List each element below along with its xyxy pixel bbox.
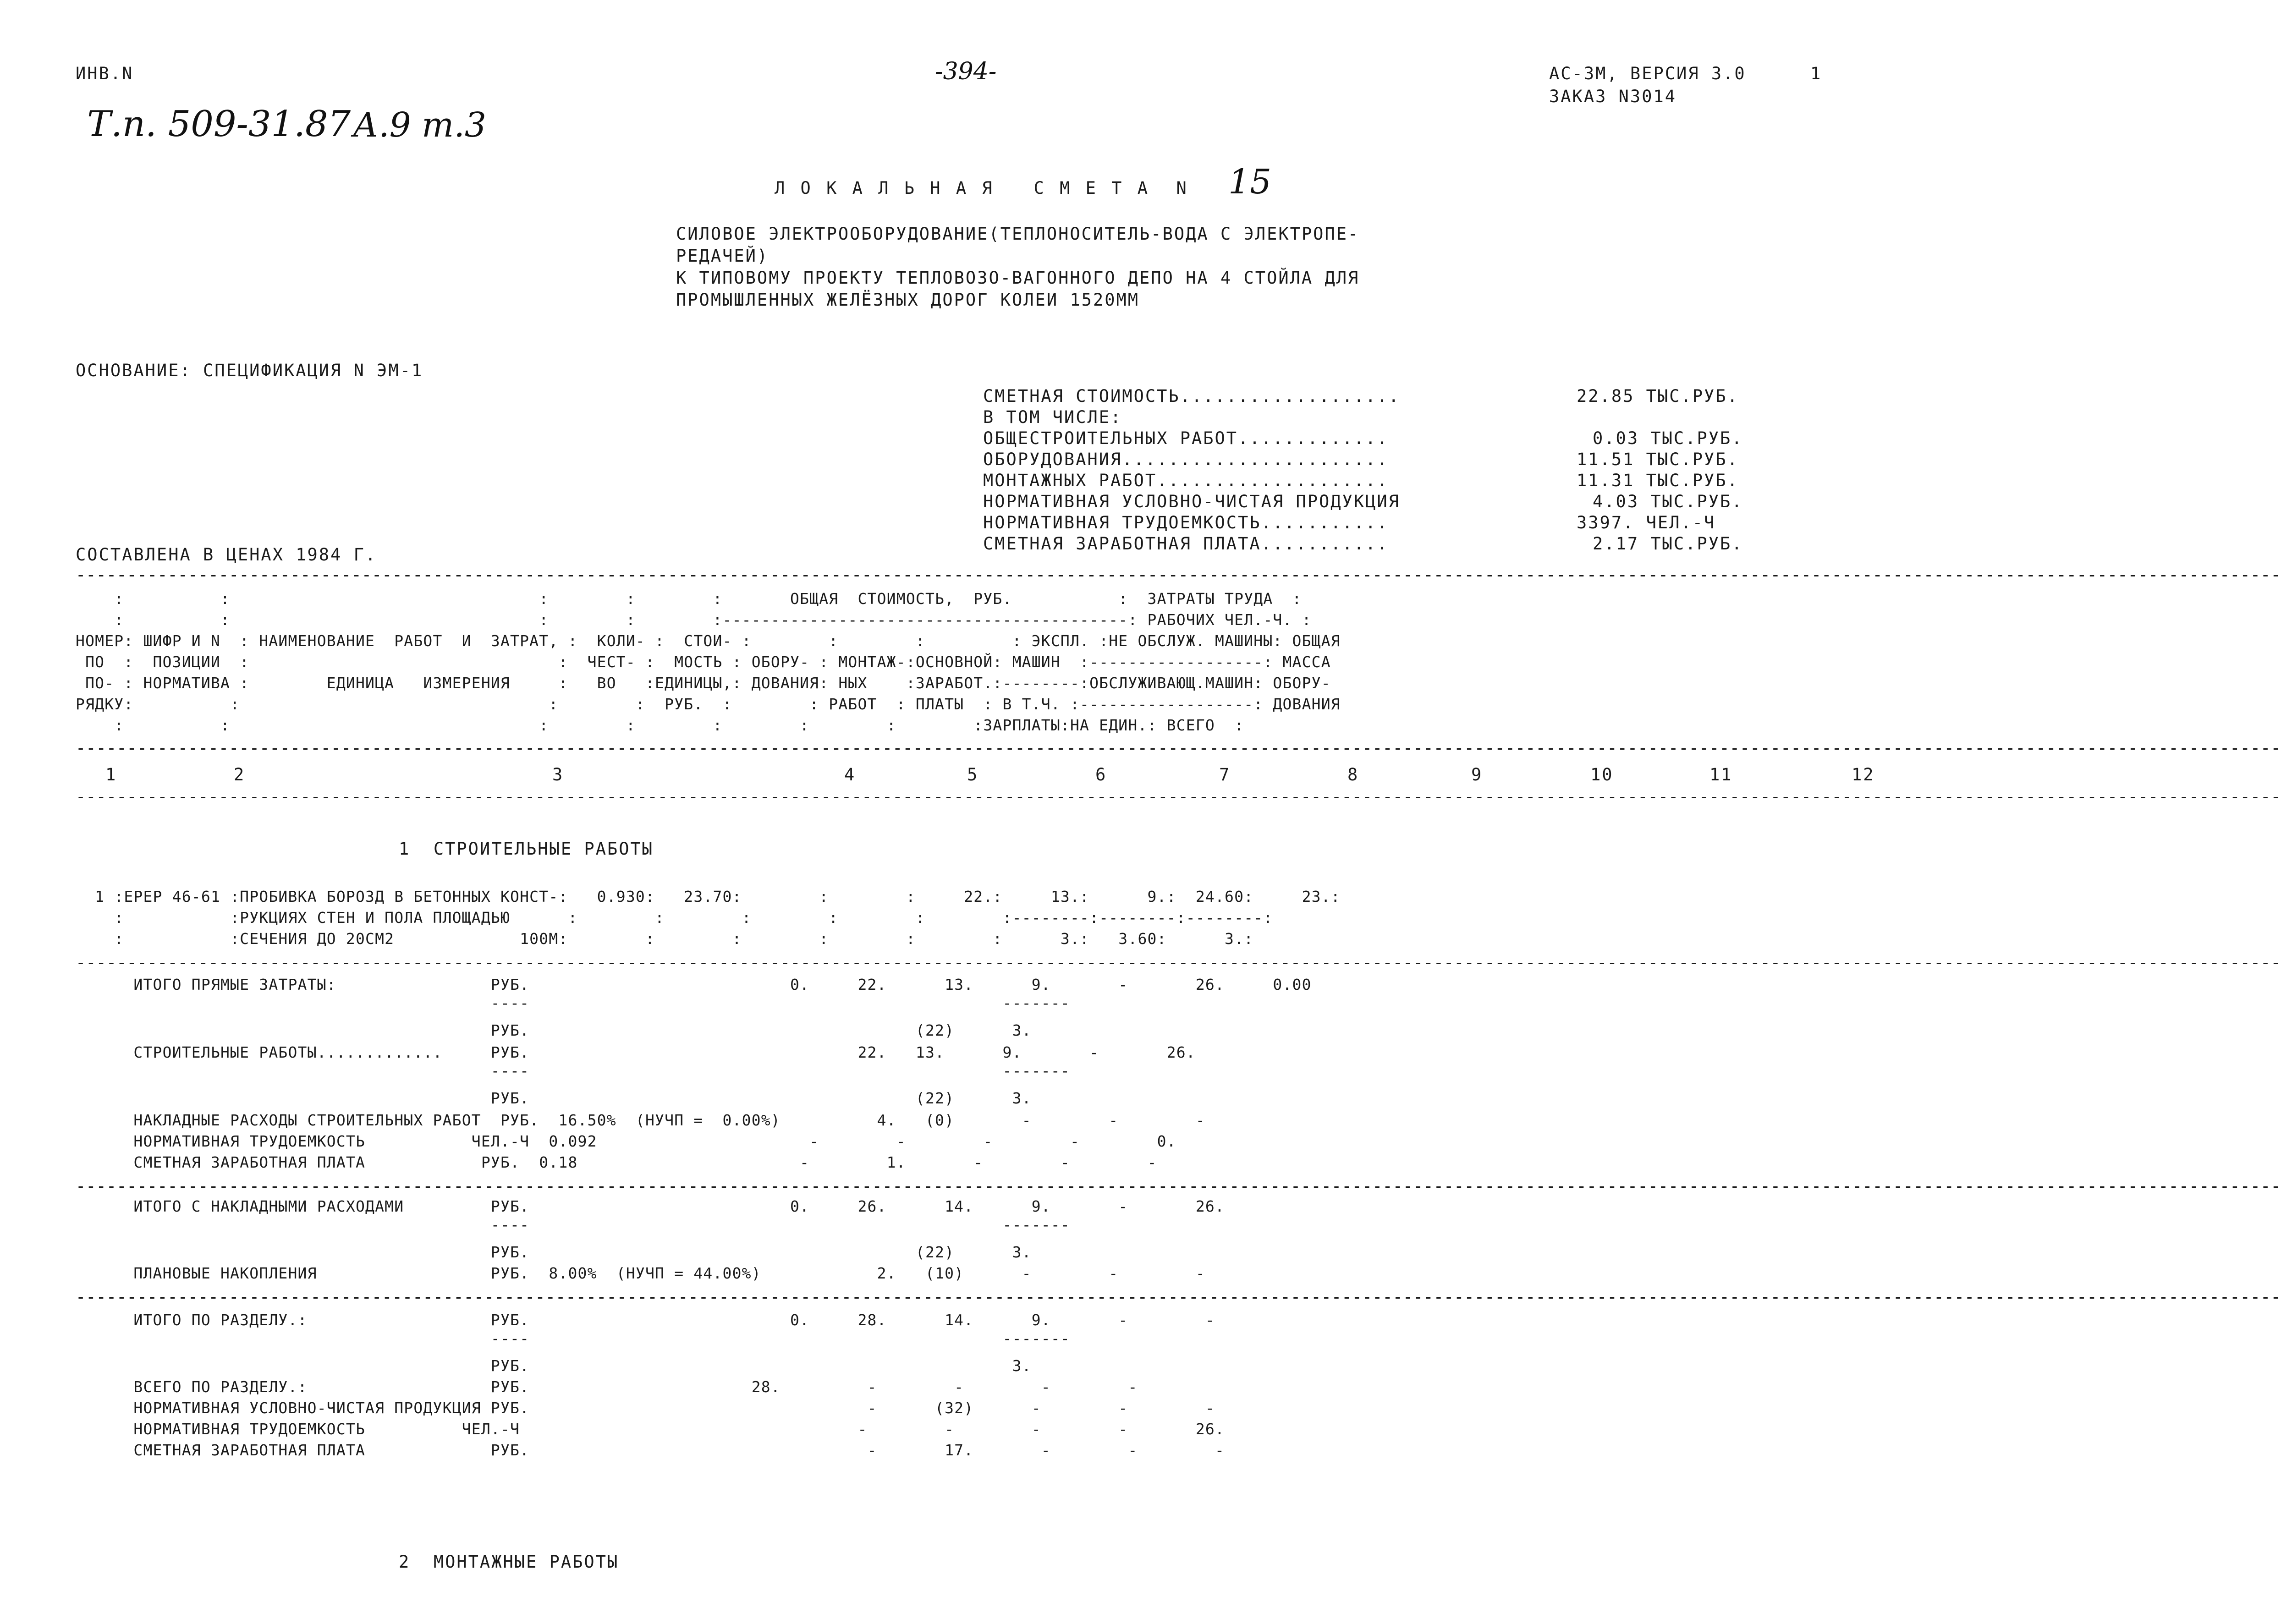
item-row-line-3: : :СЕЧЕНИЯ ДО 20СМ2 100М: : : : : : 3.: 3.60: 3.: (76, 930, 1254, 948)
col-number-5: 5 (967, 765, 979, 785)
col-number-6: 6 (1095, 765, 1107, 785)
col-number-7: 7 (1219, 765, 1231, 785)
body-line-construction: СТРОИТЕЛЬНЫЕ РАБОТЫ............. РУБ. 22. 13. 9. - 26. (76, 1043, 1196, 1061)
summary-value-3: 11.51 ТЫС.РУБ. (1577, 450, 1739, 469)
estimate-number: 15 (1228, 162, 1272, 202)
body-line-with-overhead: ИТОГО С НАКЛАДНЫМИ РАСХОДАМИ РУБ. 0. 26. 14. 9. - 26. (76, 1197, 1225, 1215)
body-line-sep-2: ---- ------- (76, 1062, 1070, 1080)
body-line-section-grand: ВСЕГО ПО РАЗДЕЛУ.: РУБ. 28. - - - - (76, 1378, 1138, 1396)
section-2-title: 2 МОНТАЖНЫЕ РАБОТЫ (399, 1552, 619, 1572)
summary-label-4: МОНТАЖНЫХ РАБОТ.................... (983, 471, 1389, 490)
body-line-wages: СМЕТНАЯ ЗАРАБОТНАЯ ПЛАТА РУБ. 0.18 - 1. - - - (76, 1153, 1157, 1171)
table-header-line-1: : : : : :------------------------------------------: РАБОЧИХ ЧЕЛ.-Ч. : (76, 611, 1312, 629)
body-line-net-product: НОРМАТИВНАЯ УСЛОВНО-ЧИСТАЯ ПРОДУКЦИЯ РУБ. - (32) - - - (76, 1399, 1215, 1417)
order-number: ЗАКАЗ N3014 (1549, 87, 1677, 106)
subtitle-line-3: К ТИПОВОМУ ПРОЕКТУ ТЕПЛОВОЗО-ВАГОННОГО ДЕПО НА 4 СТОЙЛА ДЛЯ (676, 268, 1360, 288)
body-line-overhead: НАКЛАДНЫЕ РАСХОДЫ СТРОИТЕЛЬНЫХ РАБОТ РУБ. 16.50% (НУЧП = 0.00%) 4. (0) - - - (76, 1111, 1205, 1129)
item-row-line-2: : :РУКЦИЯХ СТЕН И ПОЛА ПЛОЩАДЬЮ : : : : : :--------:--------:--------: (76, 909, 1273, 927)
table-header-line-0: : : : : : ОБЩАЯ СТОИМОСТЬ, РУБ. : ЗАТРАТЫ ТРУДА : (76, 590, 1302, 608)
col-number-1: 1 (105, 765, 117, 785)
body-line-sep-3: ---- ------- (76, 1216, 1070, 1234)
body-line-direct-costs: ИТОГО ПРЯМЫЕ ЗАТРАТЫ: РУБ. 0. 22. 13. 9. - 26. 0.00 (76, 976, 1312, 993)
table-top-rule: ------------------------------------------------------------------------------------------------------------------------------------------------------------------------------------------------------------------------ (76, 565, 2281, 585)
item-rule: ------------------------------------------------------------------------------------------------------------------------------------------------------------------------------------------------------------------------ (76, 953, 2281, 972)
table-header-line-4: ПО- : НОРМАТИВА : ЕДИНИЦА ИЗМЕРЕНИЯ : ВО :ЕДИНИЦЫ,: ДОВАНИЯ: НЫХ :ЗАРАБОТ.:--------:ОБСЛУЖИВАЮЩ.МАШИН: ОБОРУ- (76, 674, 1331, 692)
table-header-line-5: РЯДКУ: : : : РУБ. : : РАБОТ : ПЛАТЫ : В Т.Ч. :------------------: ДОВАНИЯ (76, 695, 1341, 713)
col-numbers-rule: ------------------------------------------------------------------------------------------------------------------------------------------------------------------------------------------------------------------------ (76, 787, 2281, 807)
summary-value-6: 3397. ЧЕЛ.-Ч (1577, 513, 1716, 532)
col-number-2: 2 (234, 765, 246, 785)
overhead-rule: ------------------------------------------------------------------------------------------------------------------------------------------------------------------------------------------------------------------------ (76, 1176, 2281, 1196)
subtitle-line-4: ПРОМЫШЛЕННЫХ ЖЕЛЁЗНЫХ ДОРОГ КОЛЕИ 1520ММ (676, 290, 1140, 310)
summary-label-0: СМЕТНАЯ СТОИМОСТЬ................... (983, 386, 1400, 406)
body-line-labor-2: НОРМАТИВНАЯ ТРУДОЕМКОСТЬ ЧЕЛ.-Ч - - - - 26. (76, 1420, 1225, 1438)
col-number-10: 10 (1590, 765, 1614, 785)
item-row-line-1: 1 :ЕРЕР 46-61 :ПРОБИВКА БОРОЗД В БЕТОННЫХ КОНСТ-: 0.930: 23.70: : : 22.: 13.: 9.: 24.60: 23.: (76, 888, 1341, 905)
header-rule: ------------------------------------------------------------------------------------------------------------------------------------------------------------------------------------------------------------------------ (76, 738, 2281, 758)
summary-label-1: В ТОМ ЧИСЛЕ: (983, 407, 1122, 427)
body-line-rub-2: РУБ. (22) 3. (76, 1089, 1032, 1107)
col-number-12: 12 (1852, 765, 1875, 785)
body-line-wages-2: СМЕТНАЯ ЗАРАБОТНАЯ ПЛАТА РУБ. - 17. - - - (76, 1441, 1225, 1459)
summary-label-5: НОРМАТИВНАЯ УСЛОВНО-ЧИСТАЯ ПРОДУКЦИЯ (983, 492, 1400, 511)
col-number-4: 4 (844, 765, 856, 785)
body-line-planned-savings: ПЛАНОВЫЕ НАКОПЛЕНИЯ РУБ. 8.00% (НУЧП = 44.00%) 2. (10) - - - (76, 1264, 1205, 1282)
basis-line: ОСНОВАНИЕ: СПЕЦИФИКАЦИЯ N ЭМ-1 (76, 361, 423, 380)
body-line-sep-4: ---- ------- (76, 1329, 1070, 1347)
col-number-9: 9 (1471, 765, 1483, 785)
subtitle-line-1: СИЛОВОЕ ЭЛЕКТРООБОРУДОВАНИЕ(ТЕПЛОНОСИТЕЛЬ-ВОДА С ЭЛЕКТРОПЕ- (676, 224, 1360, 244)
table-header-line-6: : : : : : : : :ЗАРПЛАТЫ:НА ЕДИН.: ВСЕГО : (76, 716, 1244, 734)
summary-value-7: 2.17 ТЫС.РУБ. (1593, 534, 1743, 554)
summary-label-2: ОБЩЕСТРОИТЕЛЬНЫХ РАБОТ............. (983, 428, 1389, 448)
handwritten-project-ref: Т.п. 509-31.87 (87, 104, 351, 145)
section-1-title: 1 СТРОИТЕЛЬНЫЕ РАБОТЫ (399, 839, 654, 859)
col-number-3: 3 (552, 765, 564, 785)
summary-label-3: ОБОРУДОВАНИЯ....................... (983, 450, 1389, 469)
summary-label-7: СМЕТНАЯ ЗАРАБОТНАЯ ПЛАТА........... (983, 534, 1389, 554)
summary-value-2: 0.03 ТЫС.РУБ. (1593, 428, 1743, 448)
subtitle-line-2: РЕДАЧЕЙ) (676, 246, 769, 266)
summary-value-0: 22.85 ТЫС.РУБ. (1577, 386, 1739, 406)
body-line-rub-3: РУБ. (22) 3. (76, 1243, 1032, 1261)
table-header-line-3: ПО : ПОЗИЦИИ : : ЧЕСТ- : МОСТЬ : ОБОРУ- : МОНТАЖ-:ОСНОВНОЙ: МАШИН :------------------: МАССА (76, 653, 1331, 671)
handwritten-album-ref: А.9 т.3 (353, 105, 486, 145)
col-number-8: 8 (1347, 765, 1359, 785)
program-version: АС-3М, ВЕРСИЯ 3.0 (1549, 64, 1746, 83)
summary-value-4: 11.31 ТЫС.РУБ. (1577, 471, 1739, 490)
inventory-label: ИНВ.N (76, 64, 134, 83)
page-number: -394- (935, 58, 997, 85)
body-line-rub-1: РУБ. (22) 3. (76, 1021, 1032, 1039)
table-header-line-2: НОМЕР: ШИФР И N : НАИМЕНОВАНИЕ РАБОТ И ЗАТРАТ, : КОЛИ- : СТОИ- : : : : ЭКСПЛ. :НЕ ОБСЛУЖ. МАШИНЫ: ОБЩАЯ (76, 632, 1341, 650)
sheet-number: 1 (1810, 64, 1822, 83)
body-line-rub-4: РУБ. 3. (76, 1357, 1032, 1375)
compiled-prices-line: СОСТАВЛЕНА В ЦЕНАХ 1984 Г. (76, 545, 377, 565)
document-title: Л О К А Л Ь Н А Я С М Е Т А N (775, 178, 1189, 198)
body-line-labor: НОРМАТИВНАЯ ТРУДОЕМКОСТЬ ЧЕЛ.-Ч 0.092 - - - - 0. (76, 1132, 1176, 1150)
savings-rule: ------------------------------------------------------------------------------------------------------------------------------------------------------------------------------------------------------------------------ (76, 1287, 2281, 1307)
body-line-sep-1: ---- ------- (76, 994, 1070, 1012)
col-number-11: 11 (1709, 765, 1733, 785)
body-line-section-total: ИТОГО ПО РАЗДЕЛУ.: РУБ. 0. 28. 14. 9. - - (76, 1311, 1215, 1329)
summary-value-5: 4.03 ТЫС.РУБ. (1593, 492, 1743, 511)
summary-label-6: НОРМАТИВНАЯ ТРУДОЕМКОСТЬ........... (983, 513, 1389, 532)
